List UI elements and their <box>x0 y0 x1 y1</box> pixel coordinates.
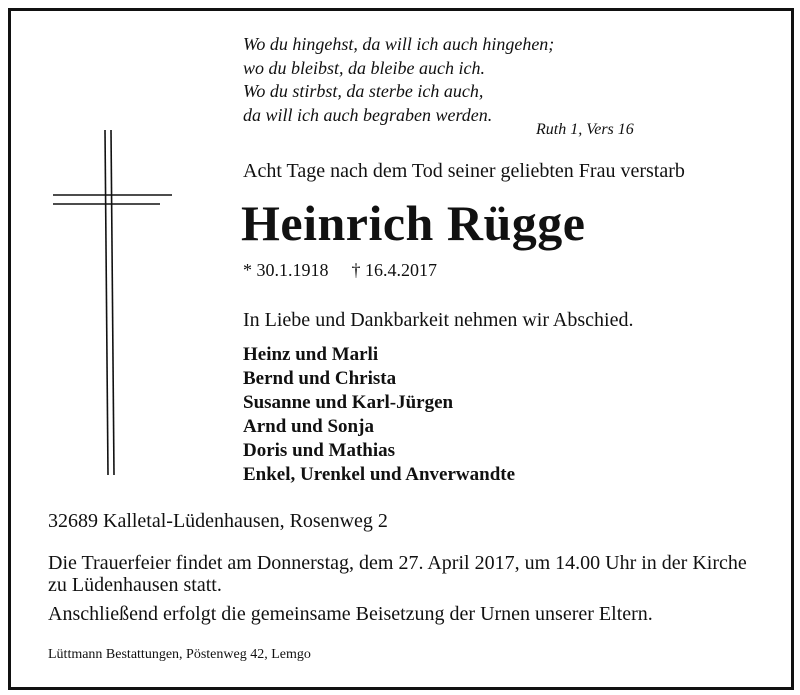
burial-info: Anschließend erfolgt die gemeinsame Beisetzung der Urnen unserer Eltern. <box>48 603 653 625</box>
verse-line: Wo du stirbst, da sterbe ich auch, <box>243 81 484 101</box>
mourner: Enkel, Urenkel und Anverwandte <box>243 464 516 485</box>
undertaker: Lüttmann Bestattungen, Pöstenweg 42, Lemgo <box>48 647 311 662</box>
mourner: Arnd und Sonja <box>243 416 374 437</box>
deceased-name: Heinrich Rügge <box>241 195 586 251</box>
mourner: Susanne und Karl-Jürgen <box>243 392 454 413</box>
birth-date: * 30.1.1918 <box>243 260 329 280</box>
intro-text: Acht Tage nach dem Tod seiner geliebten Frau verstarb <box>243 160 685 182</box>
mourner: Heinz und Marli <box>243 344 379 365</box>
life-dates <box>243 260 437 281</box>
death-date: † 16.4.2017 <box>351 260 437 280</box>
verse-source: Ruth 1, Vers 16 <box>536 121 634 138</box>
verse-line: Wo du hingehst, da will ich auch hingehen; <box>243 34 555 54</box>
mourner: Bernd und Christa <box>243 368 397 389</box>
farewell-text: In Liebe und Dankbarkeit nehmen wir Abschied. <box>243 309 634 331</box>
address: 32689 Kalletal-Lüdenhausen, Rosenweg 2 <box>48 510 388 532</box>
mourner: Doris und Mathias <box>243 440 396 461</box>
verse-line: da will ich auch begraben werden. <box>243 104 493 125</box>
bible-verse <box>243 33 554 127</box>
verse-line: wo du bleibst, da bleibe auch ich. <box>243 57 485 78</box>
mourners-list <box>243 343 515 487</box>
funeral-service-info: Die Trauerfeier findet am Donnerstag, dem 27. April 2017, um 14.00 Uhr in der Kirche zu Lüdenhausen statt. <box>48 552 747 596</box>
